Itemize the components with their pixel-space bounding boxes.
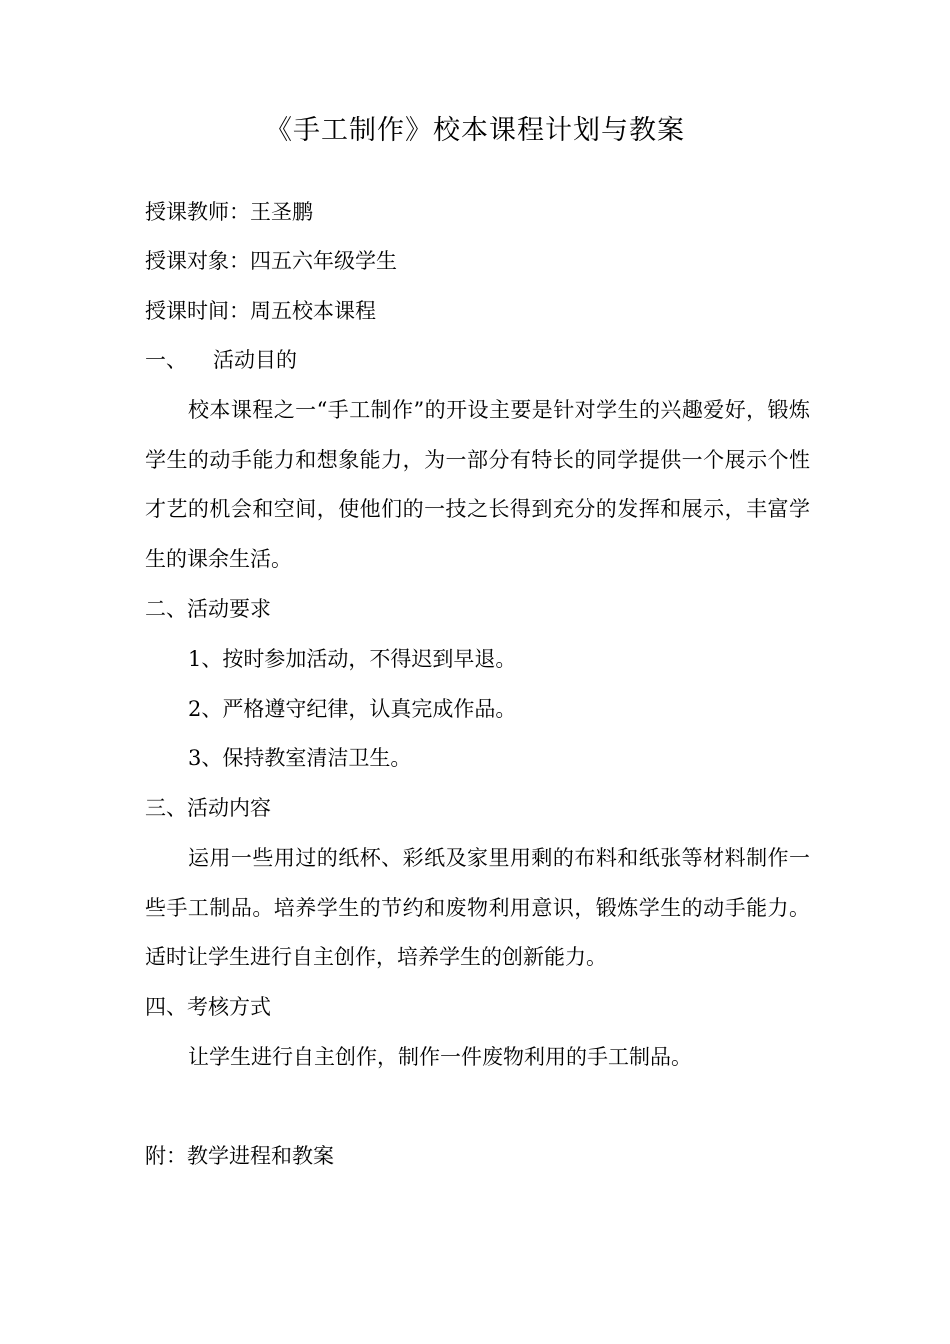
- teacher-line: 授课教师：王圣鹏: [145, 200, 313, 224]
- section-4-heading: 四、考核方式: [145, 995, 271, 1019]
- section-2-heading: 二、活动要求: [145, 597, 271, 621]
- section-3-body: 运用一些用过的纸杯、彩纸及家里用剩的布料和纸张等材料制作一些手工制品。培养学生的节约和废物利用意识，锻炼学生的动手能力。适时让学生进行自主创作，培养学生的创新能力。: [145, 846, 810, 969]
- section-1-title: 活动目的: [213, 348, 297, 372]
- document-title: 《手工制作》校本课程计划与教案: [265, 115, 685, 146]
- requirement-item: 1、按时参加活动，不得迟到早退。: [188, 647, 517, 671]
- section-1-number: 一、: [145, 348, 187, 372]
- requirement-item: 3、保持教室清洁卫生。: [188, 746, 412, 770]
- requirement-item: 2、严格遵守纪律，认真完成作品。: [188, 697, 517, 721]
- section-3-heading: 三、活动内容: [145, 796, 271, 820]
- section-4-body: 让学生进行自主创作，制作一件废物利用的手工制品。: [188, 1045, 692, 1069]
- section-1-body: 校本课程之一“手工制作”的开设主要是针对学生的兴趣爱好，锻炼学生的动手能力和想象能力，为一部分有特长的同学提供一个展示个性才艺的机会和空间，使他们的一技之长得到充分的发挥和展示，丰富学生的课余生活。: [145, 398, 810, 571]
- time-line: 授课时间：周五校本课程: [145, 299, 376, 323]
- target-line: 授课对象：四五六年级学生: [145, 249, 397, 273]
- section-1-heading: [145, 345, 297, 375]
- appendix-line: 附：教学进程和教案: [145, 1144, 334, 1168]
